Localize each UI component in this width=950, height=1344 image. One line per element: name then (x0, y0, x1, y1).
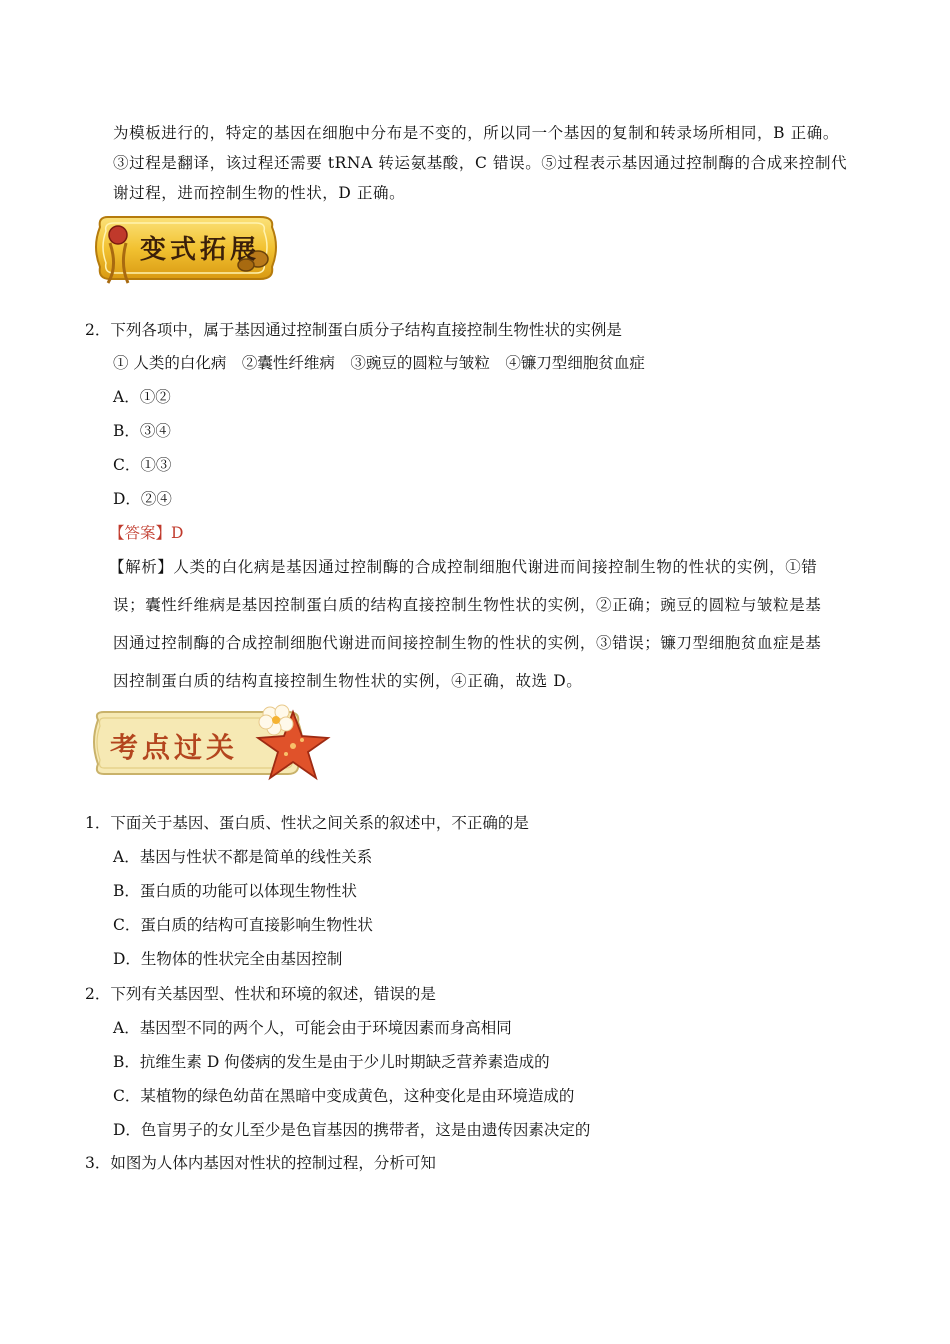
question-1-stem: 1．下面关于基因、蛋白质、性状之间关系的叙述中，不正确的是 (85, 814, 529, 832)
variation-banner-title: 变式拓展 (140, 235, 261, 265)
checkpoint-banner-title: 考点过关 (110, 731, 239, 764)
analysis-line-3: 因通过控制酶的合成控制细胞代谢进而间接控制生物的性状的实例，③错误；镰刀型细胞贫血症是基 (113, 634, 822, 652)
question-2-option-c: C．某植物的绿色幼苗在黑暗中变成黄色，这种变化是由环境造成的 (113, 1087, 575, 1105)
variation-option-c: C．①③ (113, 456, 172, 474)
variation-banner (88, 207, 283, 287)
variation-question-items: ① 人类的白化病 ②囊性纤维病 ③豌豆的圆粒与皱粒 ④镰刀型细胞贫血症 (113, 354, 645, 372)
question-2-option-a: A．基因型不同的两个人，可能会由于环境因素而身高相同 (113, 1019, 512, 1037)
question-2-option-b: B．抗维生素 D 佝偻病的发生是由于少儿时期缺乏营养素造成的 (113, 1053, 550, 1071)
variation-option-a: A．①② (113, 388, 171, 406)
variation-option-d: D．②④ (113, 490, 172, 508)
answer-line (109, 523, 183, 543)
question-1-option-b: B．蛋白质的功能可以体现生物性状 (113, 882, 357, 900)
question-3-stem: 3．如图为人体内基因对性状的控制过程，分析可知 (85, 1154, 436, 1172)
analysis-line-1: 【解析】人类的白化病是基因通过控制酶的合成控制细胞代谢进而间接控制生物的性状的实例，①错 (109, 558, 818, 576)
intro-line-3: 谢过程，进而控制生物的性状，D 正确。 (113, 184, 406, 202)
answer-value: D (171, 524, 184, 542)
question-1-option-d: D．生物体的性状完全由基因控制 (113, 950, 343, 968)
question-1-option-c: C．蛋白质的结构可直接影响生物性状 (113, 916, 373, 934)
variation-question-stem: 2．下列各项中，属于基因通过控制蛋白质分子结构直接控制生物性状的实例是 (85, 321, 622, 339)
knot-icon (109, 226, 127, 244)
analysis-label: 【解析】 (109, 558, 174, 576)
intro-line-1: 为模板进行的，特定的基因在细胞中分布是不变的，所以同一个基因的复制和转录场所相同，B 正确。 (113, 124, 839, 142)
analysis-line-4: 因控制蛋白质的结构直接控制生物性状的实例，④正确，故选 D。 (113, 672, 583, 690)
answer-label: 【答案】 (109, 524, 172, 542)
intro-line-2: ③过程是翻译，该过程还需要 tRNA 转运氨基酸，C 错误。⑤过程表示基因通过控制酶的合成来控制代 (113, 154, 848, 172)
question-2-option-d: D．色盲男子的女儿至少是色盲基因的携带者，这是由遗传因素决定的 (113, 1121, 591, 1139)
analysis-line-2: 误；囊性纤维病是基因控制蛋白质的结构直接控制生物性状的实例，②正确；豌豆的圆粒与皱粒是基 (113, 596, 822, 614)
variation-option-b: B．③④ (113, 422, 171, 440)
question-1-option-a: A．基因与性状不都是简单的线性关系 (113, 848, 373, 866)
checkpoint-banner (88, 700, 338, 785)
question-2-stem: 2．下列有关基因型、性状和环境的叙述，错误的是 (85, 985, 436, 1003)
